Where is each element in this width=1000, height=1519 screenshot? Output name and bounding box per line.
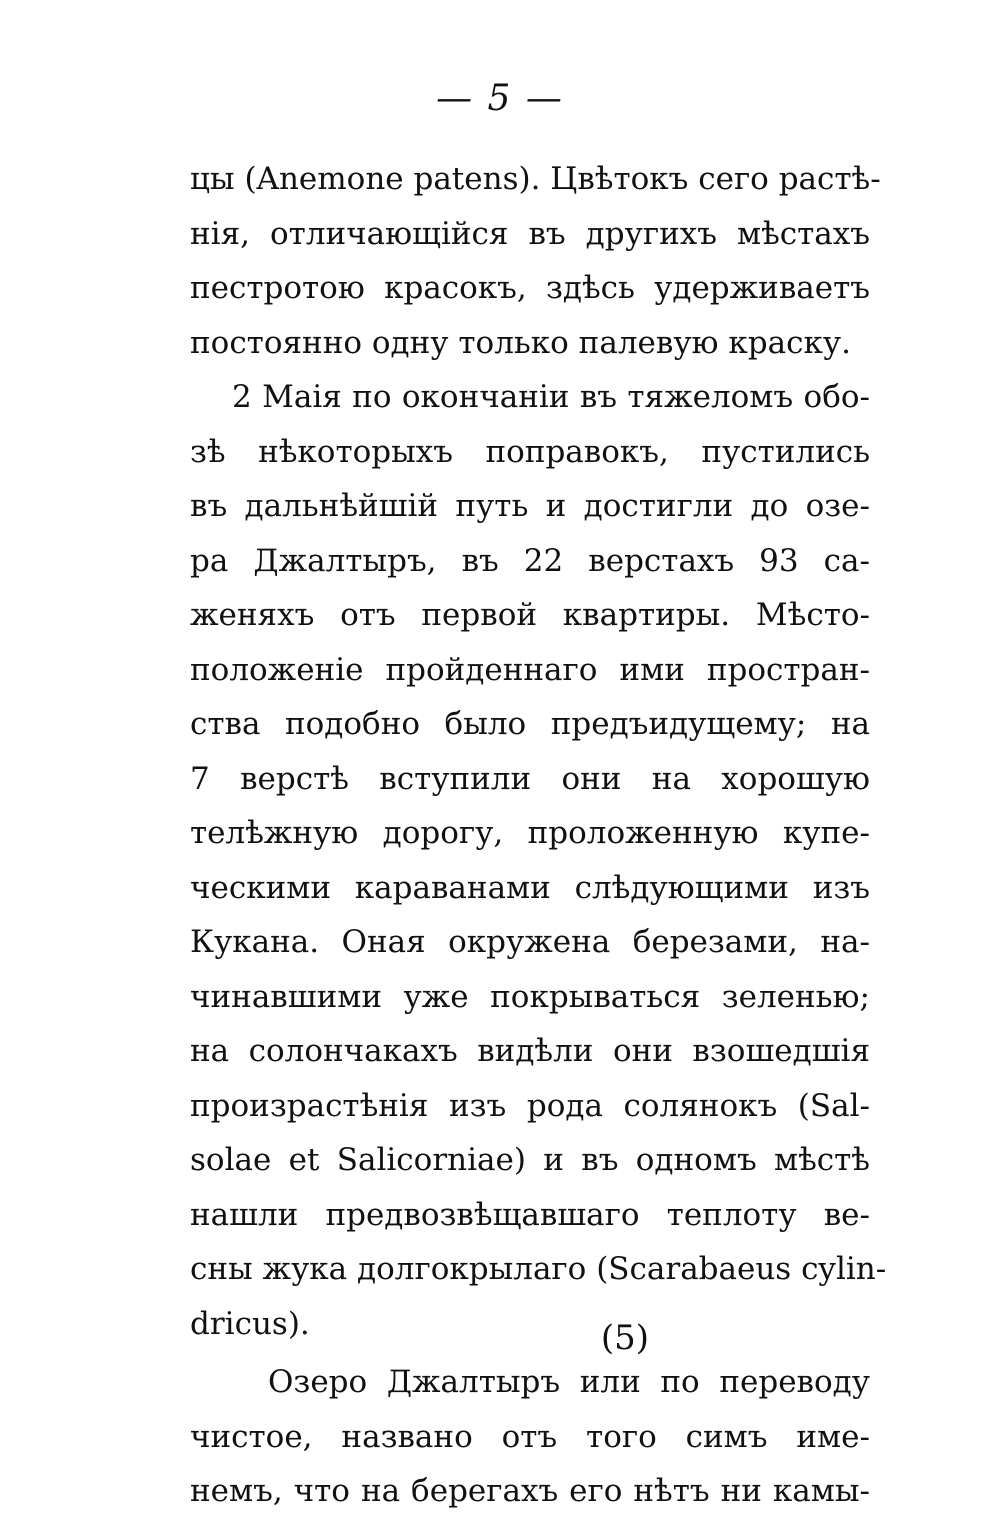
text-line: dricus). [190, 1305, 310, 1342]
text-line: чистое, названо отъ того симъ име- [190, 1418, 870, 1455]
text-line: нія, отличающійся въ другихъ мѣстахъ [190, 215, 870, 252]
text-line: Озеро Джалтыръ или по переводу [268, 1364, 870, 1400]
text-line: телѣжную дорогу, проложенную купе- [190, 815, 870, 851]
text-line: 2 Маія по окончаніи въ тяжеломъ обо- [232, 379, 870, 415]
text-line: женяхъ отъ первой квартиры. Мѣсто- [190, 597, 870, 633]
text-line: цы (Anemone patens). Цвѣтокъ сего растѣ- [190, 161, 881, 197]
text-line: пестротою красокъ, здѣсь удерживаетъ [190, 270, 870, 306]
text-line: произрастѣнія изъ рода солянокъ (Sal- [190, 1087, 870, 1124]
text-line: 7 верстѣ вступили они на хорошую [190, 760, 870, 797]
text-line: немъ, что на берегахъ его нѣтъ ни камы- [190, 1473, 870, 1509]
text-line: постоянно одну только палевую краску. [190, 324, 851, 361]
text-line: solae et Salicorniae) и въ одномъ мѣстѣ [190, 1142, 870, 1178]
text-line: ра Джалтыръ, въ 22 верстахъ 93 са- [190, 542, 870, 579]
text-line: чинавшими уже покрываться зеленью; [190, 978, 870, 1015]
text-line: ства подобно было предъидущему; на [190, 706, 870, 742]
page-number: — 5 — [436, 78, 564, 119]
body-text [190, 152, 887, 1519]
text-line: сны жука долгокрылаго (Scarabaeus cylin- [190, 1251, 887, 1287]
text-line: Кукана. Оная окружена березами, на- [190, 924, 870, 960]
text-line: положеніе пройденнаго ими простран- [190, 651, 870, 688]
text-line: зѣ нѣкоторыхъ поправокъ, пустились [190, 433, 870, 470]
text-line: въ дальнѣйшій путь и достигли до озе- [190, 488, 870, 524]
signature-mark: (5) [600, 1318, 650, 1358]
text-line: нашли предвозвѣщавшаго теплоту ве- [190, 1196, 870, 1233]
text-line: на солончакахъ видѣли они взошедшія [190, 1033, 870, 1069]
text-line: ческими караванами слѣдующими изъ [190, 869, 870, 906]
